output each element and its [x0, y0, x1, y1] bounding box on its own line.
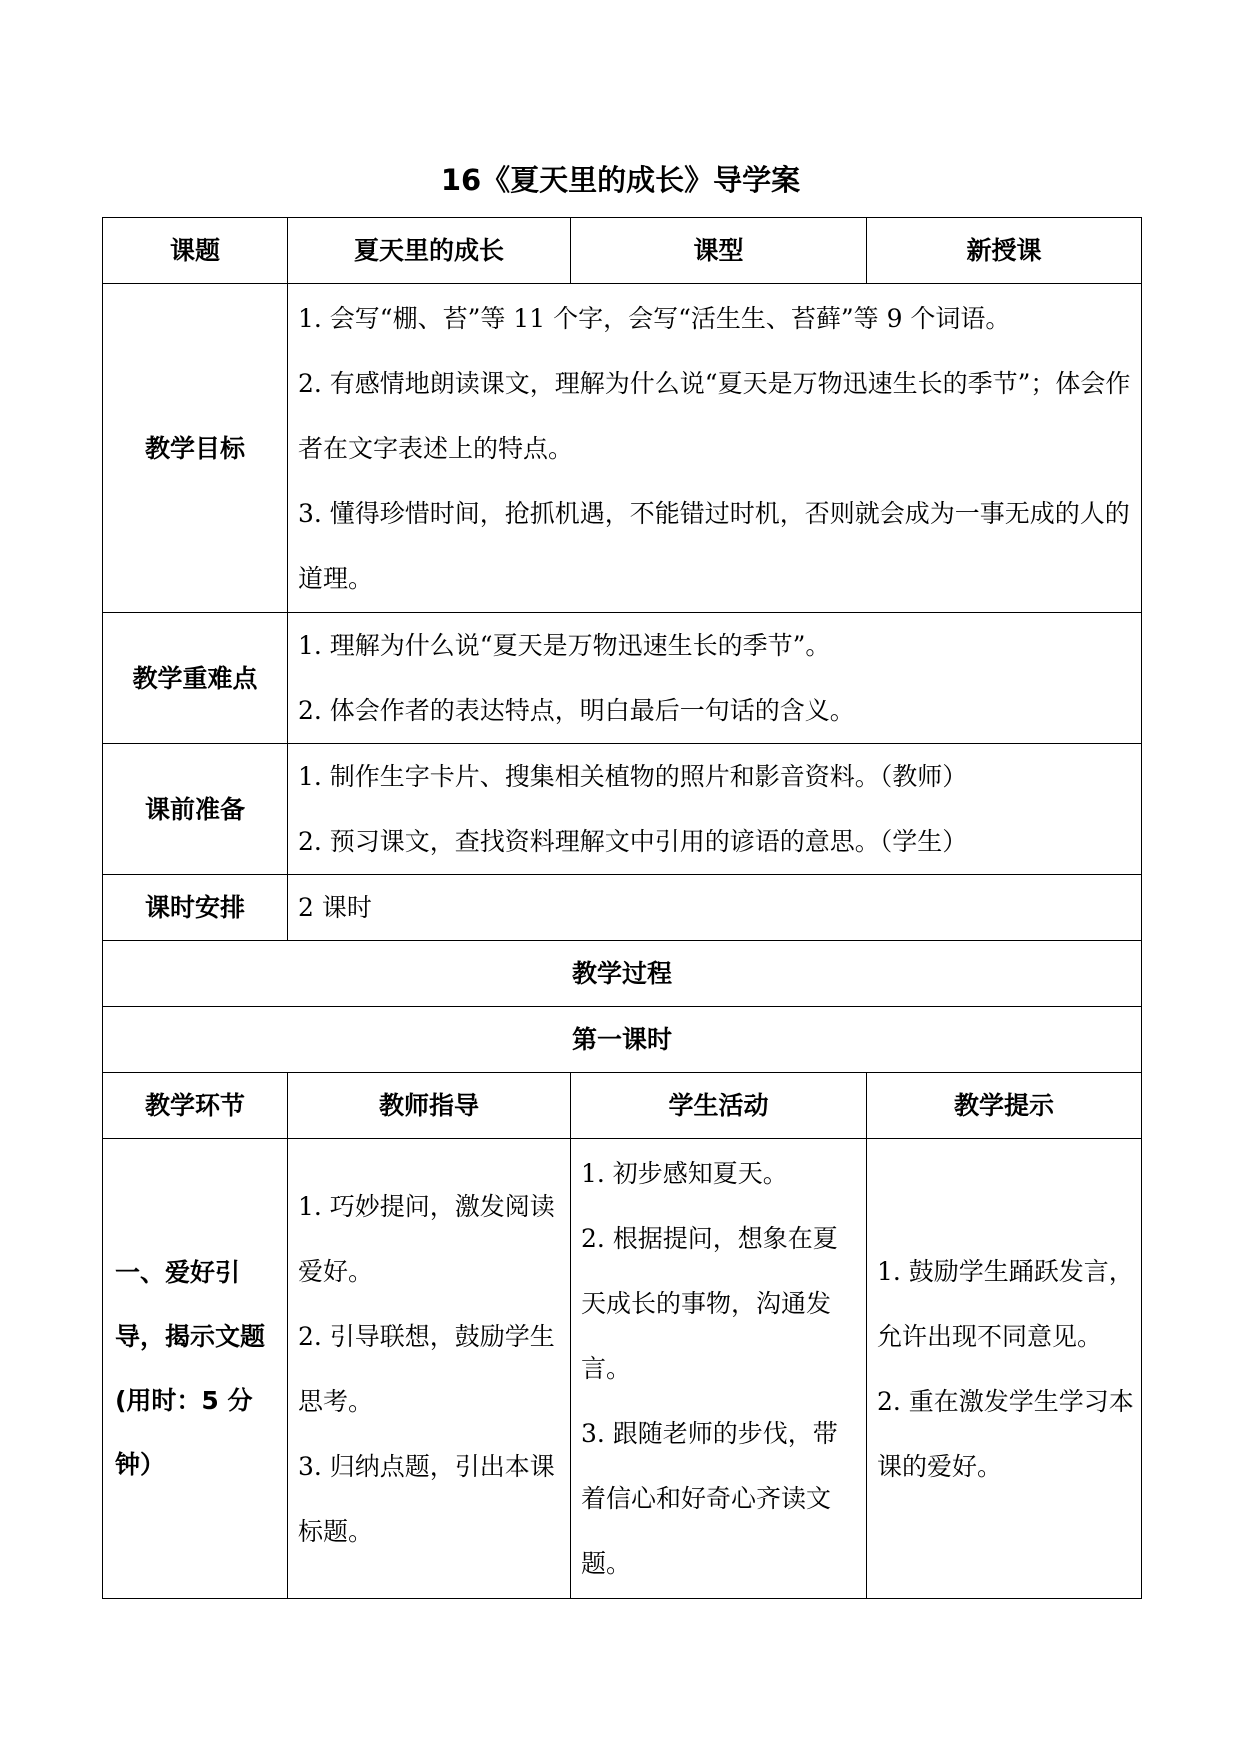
schedule-label: 课时安排	[103, 875, 288, 941]
topic-row	[103, 218, 1142, 284]
preparation-row	[103, 744, 1142, 875]
step-teaching-tips	[867, 1139, 1142, 1599]
step-student-activity	[571, 1139, 867, 1599]
student-item: 2. 根据提问，想象在夏天成长的事物，沟通发言。	[581, 1224, 838, 1383]
process-heading: 教学过程	[103, 941, 1142, 1007]
student-item: 1. 初步感知夏天。	[581, 1159, 788, 1188]
objective-item: 2. 有感情地朗读课文，理解为什么说“夏天是万物迅速生长的季节”；体会作者在文字表述上的特点。	[298, 368, 1131, 463]
key-point-item: 1. 理解为什么说“夏天是万物迅速生长的季节”。	[298, 631, 831, 660]
step-stage: 一、爱好引导，揭示文题(用时：5 分钟）	[103, 1139, 288, 1599]
schedule-row	[103, 875, 1142, 941]
objective-item: 1. 会写“棚、苔”等 11 个字，会写“活生生、苔藓”等 9 个词语。	[298, 303, 1011, 333]
key-point-item: 2. 体会作者的表达特点，明白最后一句话的含义。	[298, 696, 855, 725]
preparation-item: 1. 制作生字卡片、搜集相关植物的照片和影音资料。（教师）	[298, 762, 968, 791]
page-title: 16《夏天里的成长》导学案	[440, 163, 801, 197]
teacher-item: 3. 归纳点题，引出本课标题。	[298, 1451, 555, 1546]
process-columns-row	[103, 1073, 1142, 1139]
topic-value: 夏天里的成长	[288, 218, 571, 284]
objectives-row	[103, 284, 1142, 613]
preparation-label: 课前准备	[103, 744, 288, 875]
process-heading-row	[103, 941, 1142, 1007]
lesson-plan-table	[102, 217, 1142, 1599]
objective-item: 3. 懂得珍惜时间，抢抓机遇，不能错过时机，否则就会成为一事无成的人的道理。	[298, 498, 1130, 593]
tip-item: 2. 重在激发学生学习本课的爱好。	[877, 1386, 1134, 1481]
key-points-row	[103, 613, 1142, 744]
column-header-stage: 教学环节	[103, 1073, 288, 1139]
period-heading-row	[103, 1007, 1142, 1073]
column-header-student: 学生活动	[571, 1073, 867, 1139]
teacher-item: 1. 巧妙提问，激发阅读爱好。	[298, 1191, 555, 1286]
topic-label: 课题	[103, 218, 288, 284]
student-item: 3. 跟随老师的步伐，带着信心和好奇心齐读文题。	[581, 1419, 838, 1578]
column-header-teacher: 教师指导	[288, 1073, 571, 1139]
preparation-content	[288, 744, 1142, 875]
type-label: 课型	[571, 218, 867, 284]
preparation-item: 2. 预习课文，查找资料理解文中引用的谚语的意思。（学生）	[298, 827, 968, 856]
tip-item: 1. 鼓励学生踊跃发言，允许出现不同意见。	[877, 1256, 1134, 1351]
type-value: 新授课	[867, 218, 1142, 284]
key-points-label: 教学重难点	[103, 613, 288, 744]
process-step-row	[103, 1139, 1142, 1599]
period-heading: 第一课时	[103, 1007, 1142, 1073]
step-teacher-guidance	[288, 1139, 571, 1599]
schedule-value: 2 课时	[288, 875, 1142, 941]
column-header-tips: 教学提示	[867, 1073, 1142, 1139]
objectives-content	[288, 284, 1142, 613]
objectives-label: 教学目标	[103, 284, 288, 613]
key-points-content	[288, 613, 1142, 744]
teacher-item: 2. 引导联想，鼓励学生思考。	[298, 1321, 555, 1416]
